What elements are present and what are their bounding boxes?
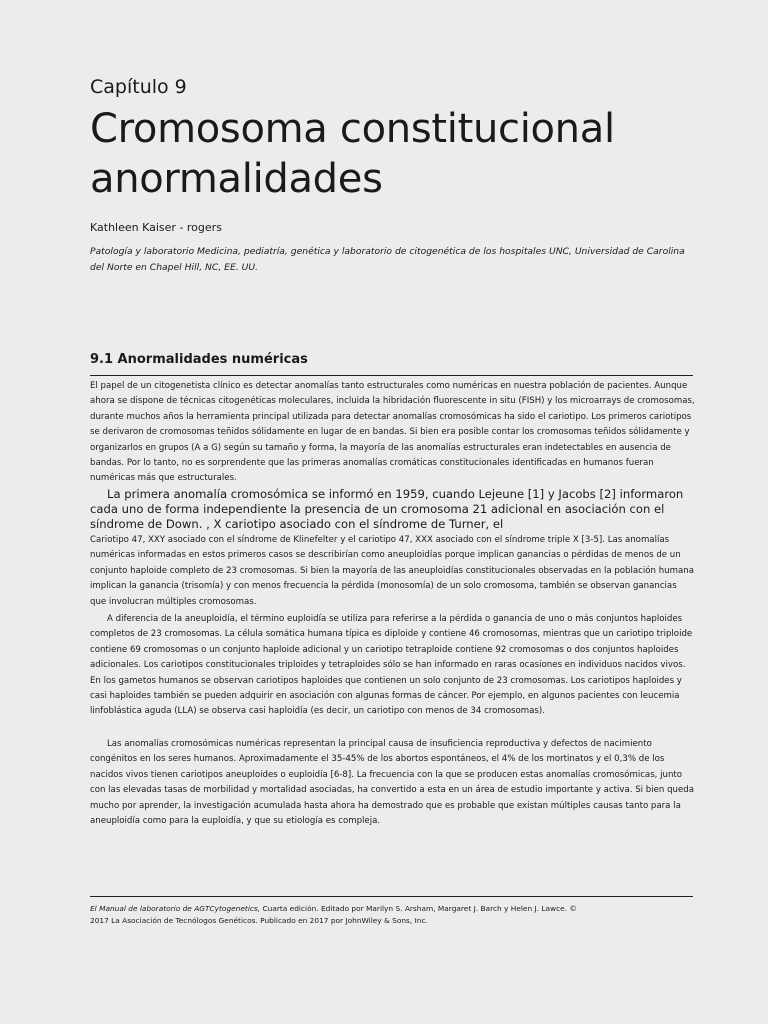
section-divider <box>90 375 693 376</box>
chapter-title-line1: Cromosoma constitucional <box>90 106 615 152</box>
footnote-edition: Cuarta edición. Editado por Marilyn S. Arsham, Margaret J. Barch y Helen J. Lawce. © <box>260 904 577 913</box>
paragraph-3: Cariotipo 47, XXY asociado con el síndrome de Klinefelter y el cariotipo 47, XXX asociado con el síndrome triple X [3-5]. Las anomalías numéricas informadas en estos primeros casos se describirían como aneuploidías porque implican ganancias o pérdidas de menos de un conjunto haploide completo de 23 cromosomas. Si bien la mayoría de las aneuploidías constitucionales observadas en la población humana implican la ganancia (trisomía) y con menos frecuencia la pérdida (monosomía) de un solo cromosoma, también se observan ganancias que involucran múltiples cromosomas. <box>90 535 694 607</box>
section-heading: 9.1 Anormalidades numéricas <box>90 352 308 367</box>
chapter-title-line2: anormalidades <box>90 156 383 202</box>
footnote-line-1 <box>90 903 695 915</box>
paragraph-5: Las anomalías cromosómicas numéricas representan la principal causa de insuficiencia reproductiva y defectos de nacimiento congénitos en los seres humanos. Aproximadamente el 35-45% de los abortos espontáneos, el 4% de los mortinatos y el 0,3% de los nacidos vivos tienen cariotipos aneuploides o euploidía [6-8]. La frecuencia con la que se producen estas anomalías cromosómicas, junto con las elevadas tasas de morbilidad y mortalidad asociadas, ha convertido a esta en un área de estudio importante y activa. Si bien queda mucho por aprender, la investigación acumulada hasta ahora ha demostrado que es probable que existan múltiples causas tanto para la aneuploidía como para la euploidía, y que su etiología es compleja. <box>90 739 694 827</box>
paragraph-1: El papel de un citogenetista clínico es detectar anomalías tanto estructurales como numéricas en nuestra población de pacientes. Aunque ahora se dispone de técnicas citogenéticas moleculares, incluida la hibridación fluorescente in situ (FISH) y los microarrays de cromosomas, durante muchos años la herramienta principal utilizada para detectar anomalías cromosómicas ha sido el cariotipo. Los primeros cariotipos se derivaron de cromosomas teñidos sólidamente en lugar de en bandas. Si bien era posible contar los cromosomas teñidos sólidamente y organizarlos en grupos (A a G) según su tamaño y forma, la mayoría de las anomalías estructurales eran indetectables en ausencia de bandas. Por lo tanto, no es sorprendente que las primeras anomalías cromáticas constitucionales identificadas en humanos fueran numéricas más que estructurales. <box>90 381 695 484</box>
paragraph-4: A diferencia de la aneuploidía, el término euploidía se utiliza para referirse a la pérdida o ganancia de uno o más conjuntos haploides completos de 23 cromosomas. La célula somática humana típica es diploide y contiene 46 cromosomas, mientras que un cariotipo triploide contiene 69 cromosomas o un conjunto haploide adicional y un cariotipo tetraploide contiene 92 cromosomas o dos conjuntos haploides adicionales. Los cariotipos constitucionales triploides y tetraploides sólo se han informado en raras ocasiones en individuos nacidos vivos. En los gametos humanos se observan cariotipos haploides que contienen un solo conjunto de 23 cromosomas. Los cariotipos haploides y casi haploides también se pueden adquirir en asociación con algunas formas de cáncer. Por ejemplo, en algunos pacientes con leucemia linfoblástica aguda (LLA) se observa casi haploidía (es decir, un cariotipo con menos de 34 cromosomas). <box>90 614 693 717</box>
footnote-book-title: El Manual de laboratorio de AGTCytogenetics, <box>90 904 261 913</box>
chapter-label: Capítulo 9 <box>90 76 187 98</box>
footnote-divider <box>90 896 693 897</box>
footnote-line-2: 2017 La Asociación de Tecnólogos Genéticos. Publicado en 2017 por JohnWiley & Sons, Inc. <box>90 916 428 925</box>
author-name: Kathleen Kaiser - rogers <box>90 221 222 234</box>
author-affiliation: Patología y laboratorio Medicina, pediatría, genética y laboratorio de citogenética de los hospitales UNC, Universidad de Carolina del Norte en Chapel Hill, NC, EE. UU. <box>90 246 685 273</box>
paragraph-2: La primera anomalía cromosómica se informó en 1959, cuando Lejeune [1] y Jacobs [2] informaron cada uno de forma independiente la presencia de un cromosoma 21 adicional en asociación con el síndrome de Down. , X cariotipo asociado con el síndrome de Turner, el <box>90 487 684 532</box>
footnote <box>90 903 695 927</box>
chapter-title <box>90 104 615 204</box>
